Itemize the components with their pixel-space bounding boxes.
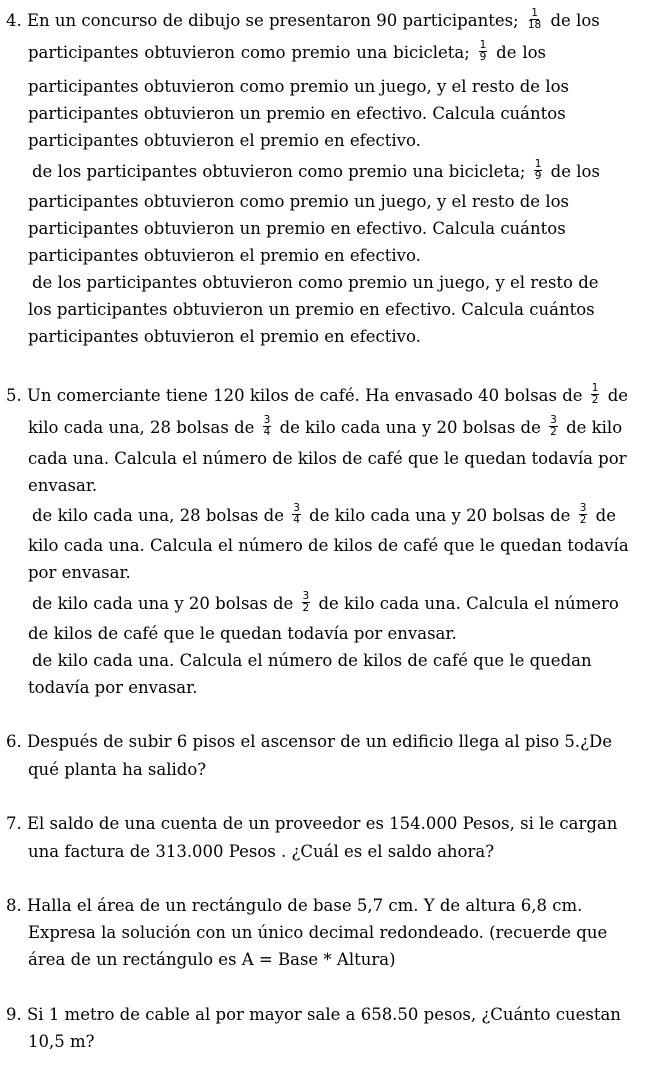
problem-4-line-2: participantes obtuvieron como premio una bicicleta; $\frac{1}{9}$ de los [28, 39, 546, 63]
fraction-1-18: $\frac{1}{18}$ [527, 7, 542, 31]
problem-5-line-6: kilo cada una. Calcula el número de kilos de café que le quedan todavía [28, 536, 629, 555]
problem-5-line-9: de kilos de café que le quedan todavía por envasar. [28, 624, 457, 643]
problem-4-line-8: participantes obtuvieron un premio en efectivo. Calcula cuántos [28, 219, 566, 238]
problem-4-line-6: de los participantes obtuvieron como premio una bicicleta; $\frac{1}{9}$ de los [32, 158, 600, 182]
fraction-1-2: $\frac{1}{2}$ [591, 382, 599, 406]
problem-8-line-2: Expresa la solución con un único decimal redondeado. (recuerde que [28, 923, 608, 942]
problem-5-line-8: de kilo cada una y 20 bolsas de $\frac{3}{2}$ de kilo cada una. Calcula el número [32, 590, 619, 614]
problem-6-line-2: qué planta ha salido? [28, 760, 207, 779]
problem-5-line-7: por envasar. [28, 563, 131, 582]
problem-4-line-10: de los participantes obtuvieron como premio un juego, y el resto de [32, 273, 599, 292]
problem-8-line-1: 8. Halla el área de un rectángulo de base 5,7 cm. Y de altura 6,8 cm. [6, 896, 583, 915]
problem-4-line-12: participantes obtuvieron el premio en efectivo. [28, 327, 421, 346]
problem-4-line-5: participantes obtuvieron el premio en efectivo. [28, 131, 421, 150]
problem-5-line-2: kilo cada una, 28 bolsas de $\frac{3}{4}$ de kilo cada una y 20 bolsas de $\frac{3}{2}$ de kilo [28, 414, 623, 438]
problem-4-line-4: participantes obtuvieron un premio en efectivo. Calcula cuántos [28, 104, 566, 123]
fraction-1-9: $\frac{1}{9}$ [479, 39, 487, 63]
problem-5-line-1: 5. Un comerciante tiene 120 kilos de café. Ha envasado 40 bolsas de $\frac{1}{2}$ de [6, 382, 629, 406]
problem-8-line-3: área de un rectángulo es A = Base * Altura) [28, 950, 396, 969]
problem-5-line-10: de kilo cada una. Calcula el número de kilos de café que le quedan [32, 651, 592, 670]
problem-4-line-3: participantes obtuvieron como premio un juego, y el resto de los [28, 77, 569, 96]
problem-4-line-11: los participantes obtuvieron un premio en efectivo. Calcula cuántos [28, 300, 595, 319]
fraction-3-4: $\frac{3}{4}$ [293, 502, 300, 526]
fraction-3-2: $\frac{3}{2}$ [302, 590, 310, 614]
problem-5-line-3: cada una. Calcula el número de kilos de café que le quedan todavía por [28, 449, 627, 468]
problem-9-line-1: 9. Si 1 metro de cable al por mayor sale a 658.50 pesos, ¿Cuánto cuestan [6, 1005, 621, 1024]
problem-4-line-1: 4. En un concurso de dibujo se presentaron 90 participantes; $\frac{1}{18}$ de los [6, 7, 600, 31]
fraction-3-4: $\frac{3}{4}$ [263, 414, 271, 438]
fraction-3-2: $\frac{3}{2}$ [550, 414, 557, 438]
problem-6-line-1: 6. Después de subir 6 pisos el ascensor de un edificio llega al piso 5.¿De [6, 732, 612, 751]
problem-5-line-11: todavía por envasar. [28, 678, 198, 697]
problem-7-line-1: 7. El saldo de una cuenta de un proveedor es 154.000 Pesos, si le cargan [6, 814, 618, 833]
fraction-3-2: $\frac{3}{2}$ [579, 502, 587, 526]
problem-9-line-2: 10,5 m? [28, 1032, 95, 1051]
problem-4-line-9: participantes obtuvieron el premio en efectivo. [28, 246, 421, 265]
fraction-1-9: $\frac{1}{9}$ [534, 158, 542, 182]
problem-5-line-5: de kilo cada una, 28 bolsas de $\frac{3}{4}$ de kilo cada una y 20 bolsas de $\frac{3}{2}$ de [32, 502, 616, 526]
problem-7-line-2: una factura de 313.000 Pesos . ¿Cuál es el saldo ahora? [28, 842, 495, 861]
problem-5-line-4: envasar. [28, 476, 98, 495]
problem-4-line-7: participantes obtuvieron como premio un juego, y el resto de los [28, 192, 569, 211]
